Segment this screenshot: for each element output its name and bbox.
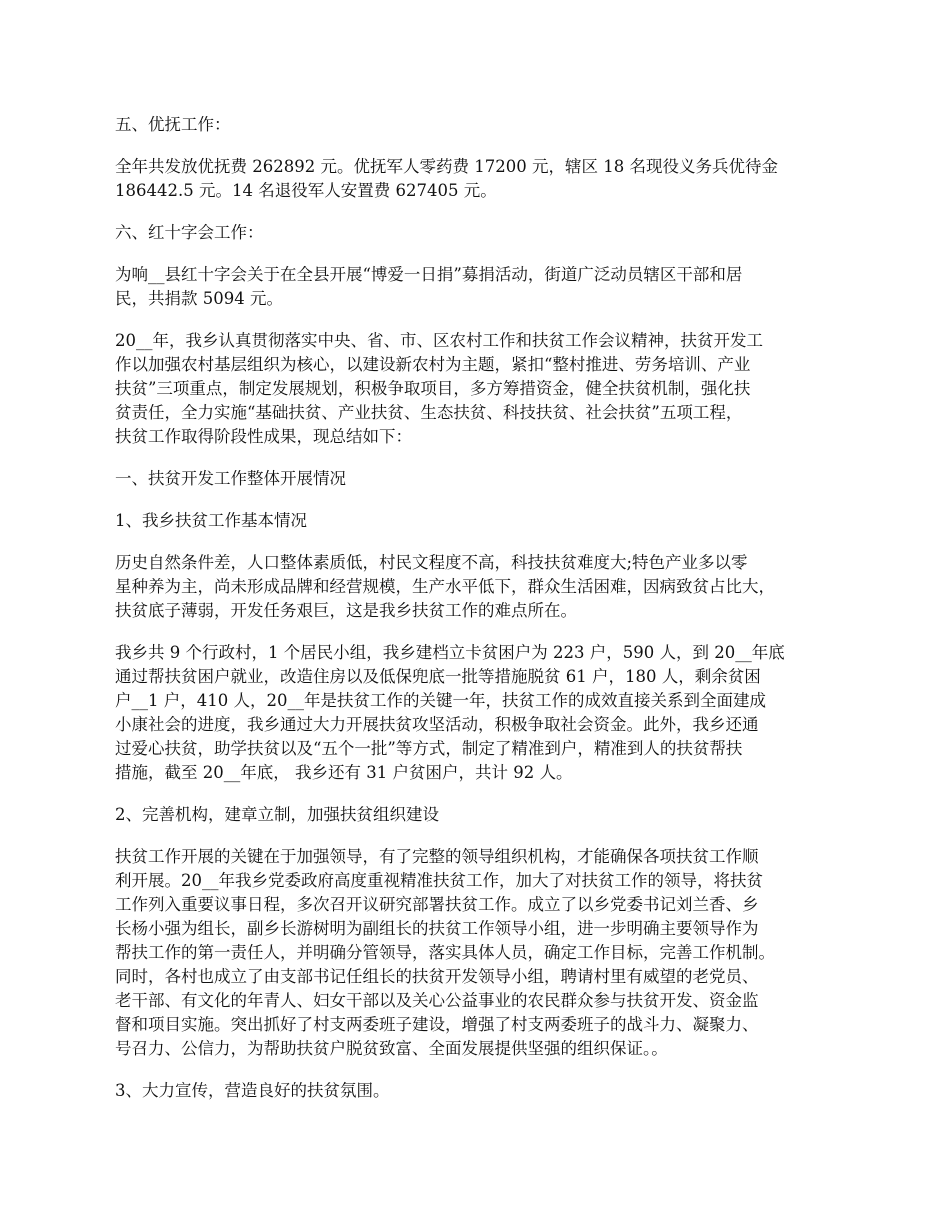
text-line: 星种养为主，尚未形成品牌和经营规模，生产水平低下，群众生活困难，因病致贫占比大， — [115, 577, 775, 596]
text-line: 20__年，我乡认真贯彻落实中央、省、市、区农村工作和扶贫工作会议精神，扶贫开发工 — [115, 331, 763, 350]
text-line: 利开展。20__年我乡党委政府高度重视精准扶贫工作，加大了对扶贫工作的领导，将扶贫 — [115, 871, 763, 890]
text-line: 为响__县红十字会关于在全县开展“博爱一日捐”募捐活动，街道广泛动员辖区干部和居 — [115, 265, 743, 284]
paragraph — [115, 155, 835, 203]
text-line: 老干部、有文化的年青人、妇女干部以及关心公益事业的农民群众参与扶贫开发、资金监 — [115, 991, 759, 1010]
text-line: 长杨小强为组长，副乡长游树明为副组长的扶贫工作领导小组，进一步明确主要领导作为 — [115, 919, 759, 938]
text-line: 我乡共 9 个行政村，1 个居民小组，我乡建档立卡贫困户为 223 户，590 人，到 20__年底 — [115, 643, 785, 662]
text-line: 3、大力宣传，营造良好的扶贫氛围。 — [115, 1081, 390, 1100]
text-line: 扶贫工作开展的关键在于加强领导，有了完整的领导组织机构，才能确保各项扶贫工作顺 — [115, 847, 759, 866]
text-line: 1、我乡扶贫工作基本情况 — [115, 511, 307, 530]
text-line: 过爱心扶贫，助学扶贫以及“五个一批”等方式，制定了精准到户，精准到人的扶贫帮扶 — [115, 739, 743, 758]
paragraph — [115, 551, 835, 623]
text-line: 六、红十字会工作： — [115, 223, 264, 242]
text-line: 措施，截至 20__年底， 我乡还有 31 户贫困户，共计 92 人。 — [115, 763, 573, 782]
text-line: 贫责任，全力实施“基础扶贫、产业扶贫、生态扶贫、科技扶贫、社会扶贫”五项工程， — [115, 403, 743, 422]
text-line: 扶贫”三项重点，制定发展规划，积极争取项目，多方筹措资金，健全扶贫机制，强化扶 — [115, 379, 751, 398]
document-body — [115, 113, 835, 1121]
paragraph — [115, 221, 835, 245]
text-line: 扶贫工作取得阶段性成果，现总结如下： — [115, 427, 412, 446]
text-line: 186442.5 元。14 名退役军人安置费 627405 元。 — [115, 181, 497, 200]
paragraph — [115, 467, 835, 491]
text-line: 号召力、公信力，为帮助扶贫户脱贫致富、全面发展提供坚强的组织保证。。 — [115, 1039, 668, 1058]
text-line: 帮扶工作的第一责任人，并明确分管领导，落实具体人员，确定工作目标，完善工作机制。 — [115, 943, 775, 962]
text-line: 2、完善机构，建章立制，加强扶贫组织建设 — [115, 805, 439, 824]
text-line: 小康社会的进度，我乡通过大力开展扶贫攻坚活动，积极争取社会资金。此外，我乡还通 — [115, 715, 759, 734]
text-line: 民，共捐款 5094 元。 — [115, 289, 283, 308]
text-line: 通过帮扶贫困户就业，改造住房以及低保兜底一批等措施脱贫 61 户，180 人，剩余贫困 — [115, 667, 761, 686]
text-line: 作以加强农村基层组织为核心，以建设新农村为主题，紧扣“整村推进、劳务培训、产业 — [115, 355, 751, 374]
text-line: 五、优抚工作： — [115, 115, 231, 134]
paragraph — [115, 113, 835, 137]
text-line: 全年共发放优抚费 262892 元。优抚军人零药费 17200 元，辖区 18 名现役义务兵优待金 — [115, 157, 778, 176]
paragraph — [115, 845, 835, 1061]
text-line: 一、扶贫开发工作整体开展情况 — [115, 469, 346, 488]
paragraph — [115, 1079, 835, 1103]
text-line: 扶贫底子薄弱，开发任务艰巨，这是我乡扶贫工作的难点所在。 — [115, 601, 577, 620]
paragraph — [115, 263, 835, 311]
paragraph — [115, 509, 835, 533]
text-line: 户__1 户，410 人，20__年是扶贫工作的关键一年，扶贫工作的成效直接关系到全面建成 — [115, 691, 766, 710]
text-line: 同时，各村也成立了由支部书记任组长的扶贫开发领导小组，聘请村里有威望的老党员、 — [115, 967, 759, 986]
paragraph — [115, 329, 835, 449]
text-line: 督和项目实施。突出抓好了村支两委班子建设，增强了村支两委班子的战斗力、凝聚力、 — [115, 1015, 759, 1034]
text-line: 工作列入重要议事日程，多次召开议研究部署扶贫工作。成立了以乡党委书记刘兰香、乡 — [115, 895, 759, 914]
paragraph — [115, 641, 835, 785]
text-line: 历史自然条件差，人口整体素质低，村民文程度不高，科技扶贫难度大;特色产业多以零 — [115, 553, 748, 572]
paragraph — [115, 803, 835, 827]
